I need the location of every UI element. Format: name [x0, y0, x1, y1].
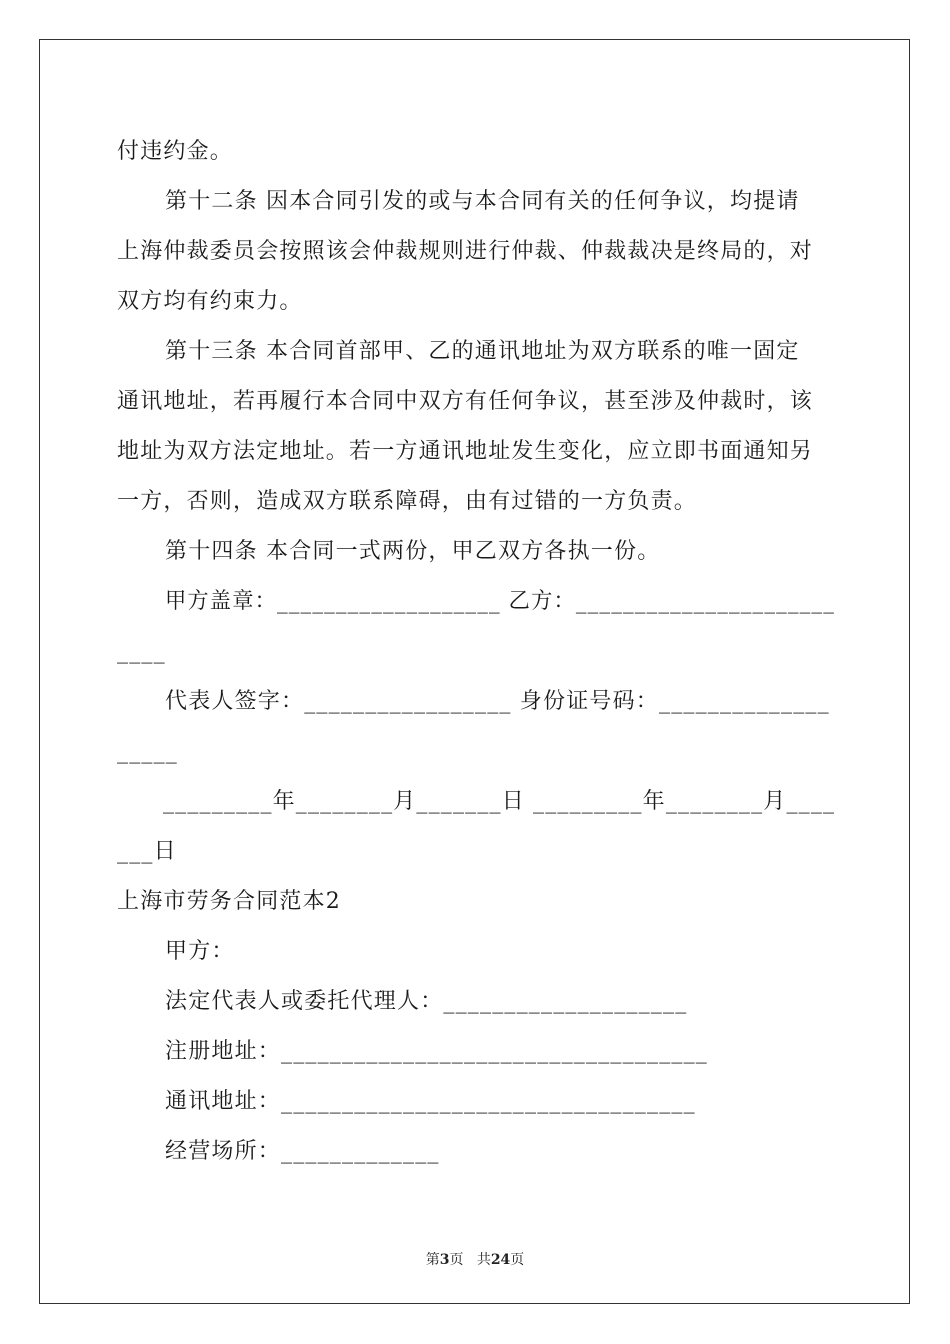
section-heading: 上海市劳务合同范本2	[117, 889, 341, 914]
footer-page-number: 3	[439, 1252, 450, 1268]
footer-total-suffix: 页	[510, 1252, 525, 1268]
legal-rep-field: 法定代表人或委托代理人：____________________	[165, 989, 688, 1014]
text-line-3: 上海仲裁委员会按照该会仲裁规则进行仲裁、仲裁裁决是终局的，对	[117, 239, 814, 264]
text-line-9: 第十四条 本合同一式两份，甲乙双方各执一份。	[165, 539, 661, 564]
text-line-6: 通讯地址，若再履行本合同中双方有任何争议，甚至涉及仲裁时，该	[117, 389, 814, 414]
text-line-8: 一方，否则，造成双方联系障碍，由有过错的一方负责。	[117, 489, 698, 514]
date-line: _________年________月_______日 _________年________月____	[163, 789, 836, 814]
footer-page-prefix: 第	[425, 1252, 440, 1268]
footer-total-prefix: 共	[476, 1252, 491, 1268]
signature-line-party-a: 甲方盖章：___________________ 乙方：______________________	[165, 589, 835, 614]
text-line-2: 第十二条 因本合同引发的或与本合同有关的任何争议，均提请	[165, 189, 800, 214]
text-line-5: 第十三条 本合同首部甲、乙的通讯地址为双方联系的唯一固定	[165, 339, 800, 364]
business-premises-field: 经营场所：_____________	[165, 1139, 440, 1164]
text-line-7: 地址为双方法定地址。若一方通讯地址发生变化，应立即书面通知另	[117, 439, 814, 464]
representative-line: 代表人签字：_________________ 身份证号码：______________	[165, 689, 830, 714]
mailing-address-field: 通讯地址：__________________________________	[165, 1089, 696, 1114]
text-line-4: 双方均有约束力。	[117, 289, 303, 314]
representative-line-cont: _____	[117, 739, 178, 764]
date-line-cont: ___日	[117, 839, 177, 864]
page-footer	[0, 1249, 950, 1269]
registered-address-field: 注册地址：___________________________________	[165, 1039, 709, 1064]
footer-page-suffix: 页	[449, 1252, 464, 1268]
footer-total-pages: 24	[490, 1252, 511, 1268]
party-a-label: 甲方：	[165, 939, 235, 964]
text-line-1: 付违约金。	[117, 139, 234, 164]
signature-line-cont: ____	[117, 639, 166, 664]
